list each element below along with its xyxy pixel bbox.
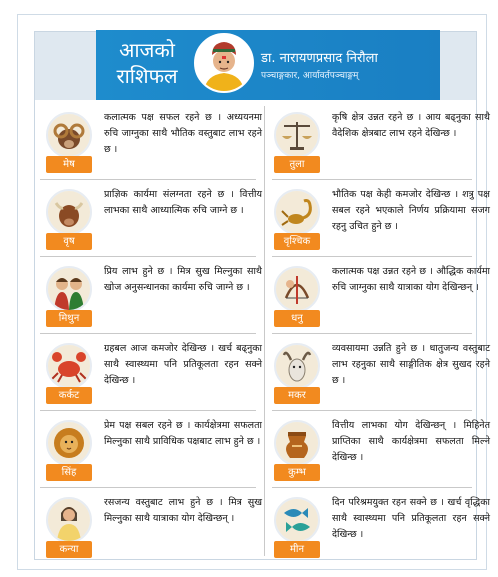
sign-text: प्रिय लाभ हुने छ । मित्र सुख मिल्नुका साथै खोज अनुसन्धानका कार्यमा रुचि जाग्ने छ । [104,266,262,293]
crab-icon [46,343,92,389]
author-subtitle: पञ्चाङ्गकार, आर्यावर्तपञ्चाङ्गम् [261,71,359,81]
sign-label: मीन [274,541,320,558]
sign-text: कलात्मक पक्ष उन्नत रहने छ । औद्धिक कार्यमा रुचि जाग्नुका साथै यात्राका योग देखिन्छन् । [332,266,490,293]
sign-virgo [42,493,268,565]
sign-label: कर्कट [46,387,92,404]
bull-icon [46,189,92,235]
sign-label: मेष [46,156,92,173]
sign-label: मकर [274,387,320,404]
page-title [102,37,192,89]
lion-icon [46,420,92,466]
sign-sagittarius [270,262,496,334]
sign-label: वृष [46,233,92,250]
sign-text: कलात्मक पक्ष सफल रहने छ । अध्ययनमा रुचि जाग्नुका साथै भौतिक वस्तुबाट लाभ रहने छ । [104,112,262,155]
sign-cancer [42,339,268,411]
sign-scorpio [270,185,496,257]
sign-taurus [42,185,268,257]
person-icon [196,35,252,91]
sign-gemini [42,262,268,334]
pitcher-icon [274,420,320,466]
sign-capricorn [270,339,496,411]
sign-text: ग्रहबल आज कमजोर देखिन्छ । खर्च बढ्नुका साथै स्वास्थ्यमा पनि प्रतिकूलता रहन सक्ने देखिन्छ । [104,343,262,386]
sign-text: कृषि क्षेत्र उन्नत रहने छ । आय बढ्नुका साथै वैदेशिक क्षेत्रबाट लाभ रहने देखिन्छ । [332,112,490,139]
sign-label: कन्या [46,541,92,558]
archer-icon [274,266,320,312]
ram-icon [46,112,92,158]
author-name: डा. नारायणप्रसाद निरौला [261,51,378,66]
sign-pisces [270,493,496,565]
sign-label: कुम्भ [274,464,320,481]
maiden-icon [46,497,92,543]
sign-text: वित्तीय लाभका योग देखिन्छन् । मिहिनेत प्राप्तिका साथै कार्यक्षेत्रमा सफलता मिल्ने देखिन्छ । [332,420,490,463]
author-portrait [194,33,254,93]
header-banner [96,30,440,100]
sign-aquarius [270,416,496,488]
sign-text: रसजन्य वस्तुबाट लाभ हुने छ । मित्र सुख मिल्नुका साथै यात्राका योग देखिन्छन् । [104,497,262,524]
sign-text: प्राज्ञिक कार्यमा संलग्नता रहने छ । वित्तीय लाभका साथै आध्यात्मिक रुचि जाग्ने छ । [104,189,262,216]
sign-text: व्यवसायमा उन्नति हुने छ । धातुजन्य वस्तुबाट लाभ रहनुका साथै साङ्गीतिक क्षेत्र सुखद रहने छ । [332,343,490,386]
title-line-1: आजको [119,38,175,62]
sign-label: वृश्चिक [274,233,320,250]
twins-icon [46,266,92,312]
title-line-2: राशिफल [116,64,178,88]
scales-icon [274,112,320,158]
goat-icon [274,343,320,389]
sign-label: सिंह [46,464,92,481]
sign-aries [42,108,268,180]
sign-label: मिथुन [46,310,92,327]
sign-libra [270,108,496,180]
scorpion-icon [274,189,320,235]
sign-text: प्रेम पक्ष सबल रहने छ । कार्यक्षेत्रमा सफलता मिल्नुका साथै प्राविधिक पक्षबाट लाभ हुने छ । [104,420,262,447]
sign-text: दिन परिश्रमयुक्त रहन सक्ने छ । खर्च वृद्धिका साथै स्वास्थ्यमा पनि प्रतिकूलता रहन सक्ने देखिन्छ । [332,497,490,540]
sign-text: भौतिक पक्ष केही कमजोर देखिन्छ । शत्रु पक्ष सबल रहने भएकाले निर्णय प्रक्रियामा सजग रहनु उचित हुने छ । [332,189,490,232]
sign-label: धनु [274,310,320,327]
fish-icon [274,497,320,543]
sign-leo [42,416,268,488]
sign-label: तुला [274,156,320,173]
